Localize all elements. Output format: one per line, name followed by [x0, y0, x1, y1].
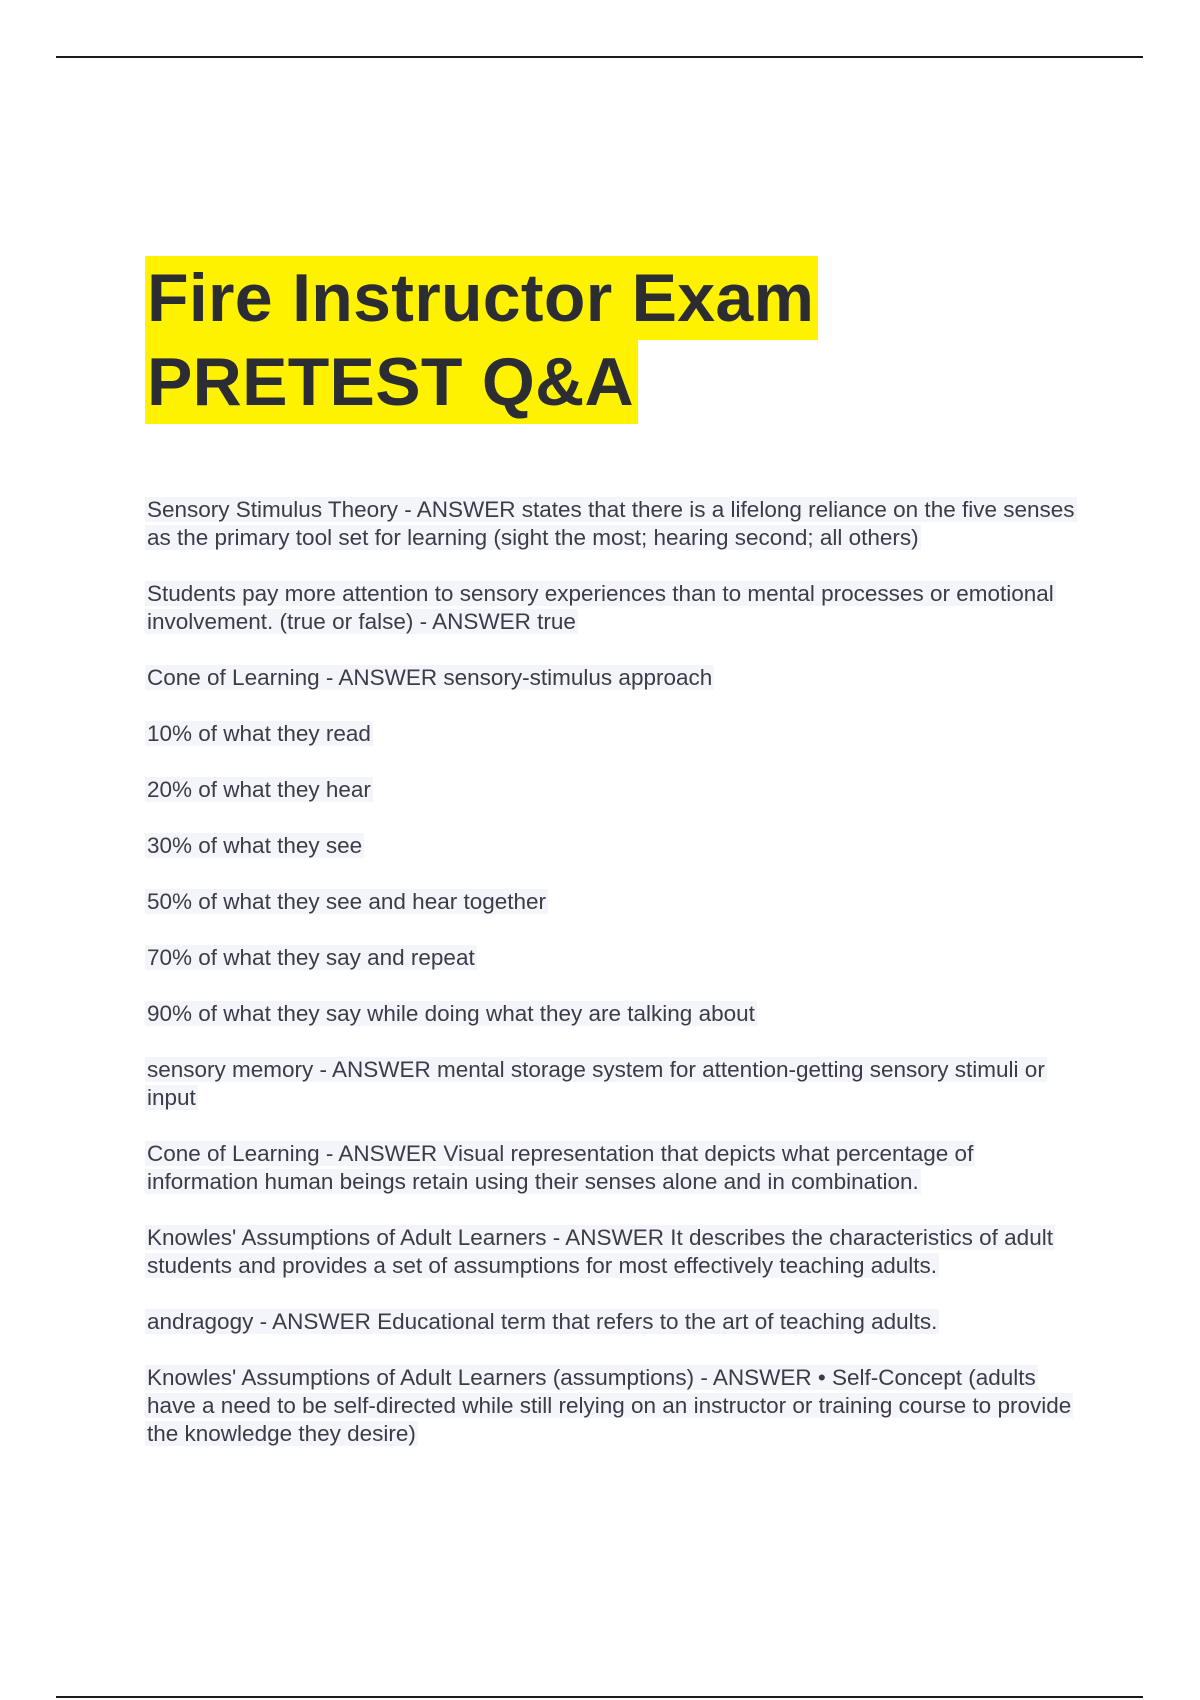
qa-entry: [145, 580, 1085, 636]
qa-entry-text: Knowles' Assumptions of Adult Learners (assumptions) - ANSWER • Self-Concept (adults have a need to be self-directed while still relying on an instructor or training course to provide the knowledge they desire): [147, 1365, 1072, 1446]
qa-entry-text: 30% of what they see: [147, 833, 363, 858]
qa-entry: [145, 1308, 1085, 1336]
qa-entry: [145, 1364, 1085, 1448]
qa-entry-text: Sensory Stimulus Theory - ANSWER states that there is a lifelong reliance on the five senses as the primary tool set for learning (sight the most; hearing second; all others): [147, 497, 1075, 550]
qa-entry-text: andragogy - ANSWER Educational term that refers to the art of teaching adults.: [147, 1309, 938, 1334]
qa-entry-text: 90% of what they say while doing what they are talking about: [147, 1001, 755, 1026]
qa-content: [145, 496, 1085, 1476]
qa-entry: [145, 944, 1085, 972]
qa-entry: [145, 720, 1085, 748]
title-line-1: Fire Instructor Exam: [145, 256, 818, 340]
qa-entry: [145, 1224, 1085, 1280]
qa-entry-text: sensory memory - ANSWER mental storage system for attention-getting sensory stimuli or input: [147, 1057, 1045, 1110]
qa-entry-text: Cone of Learning - ANSWER sensory-stimulus approach: [147, 665, 713, 690]
title-line-2: PRETEST Q&A: [145, 340, 638, 424]
qa-entry-text: 20% of what they hear: [147, 777, 371, 802]
document-title: [145, 256, 1045, 424]
qa-entry-text: 70% of what they say and repeat: [147, 945, 475, 970]
qa-entry-text: Cone of Learning - ANSWER Visual representation that depicts what percentage of information human beings retain using their senses alone and in combination.: [147, 1141, 974, 1194]
qa-entry: [145, 1140, 1085, 1196]
qa-entry: [145, 832, 1085, 860]
qa-entry-text: 50% of what they see and hear together: [147, 889, 547, 914]
top-rule: [56, 56, 1143, 58]
qa-entry: [145, 888, 1085, 916]
qa-entry: [145, 496, 1085, 552]
bottom-rule: [56, 1696, 1143, 1698]
qa-entry: [145, 664, 1085, 692]
qa-entry-text: Students pay more attention to sensory experiences than to mental processes or emotional involvement. (true or false) - ANSWER true: [147, 581, 1054, 634]
qa-entry: [145, 776, 1085, 804]
qa-entry: [145, 1056, 1085, 1112]
qa-entry-text: 10% of what they read: [147, 721, 371, 746]
qa-entry-text: Knowles' Assumptions of Adult Learners - ANSWER It describes the characteristics of adult students and provides a set of assumptions for most effectively teaching adults.: [147, 1225, 1053, 1278]
qa-entry: [145, 1000, 1085, 1028]
